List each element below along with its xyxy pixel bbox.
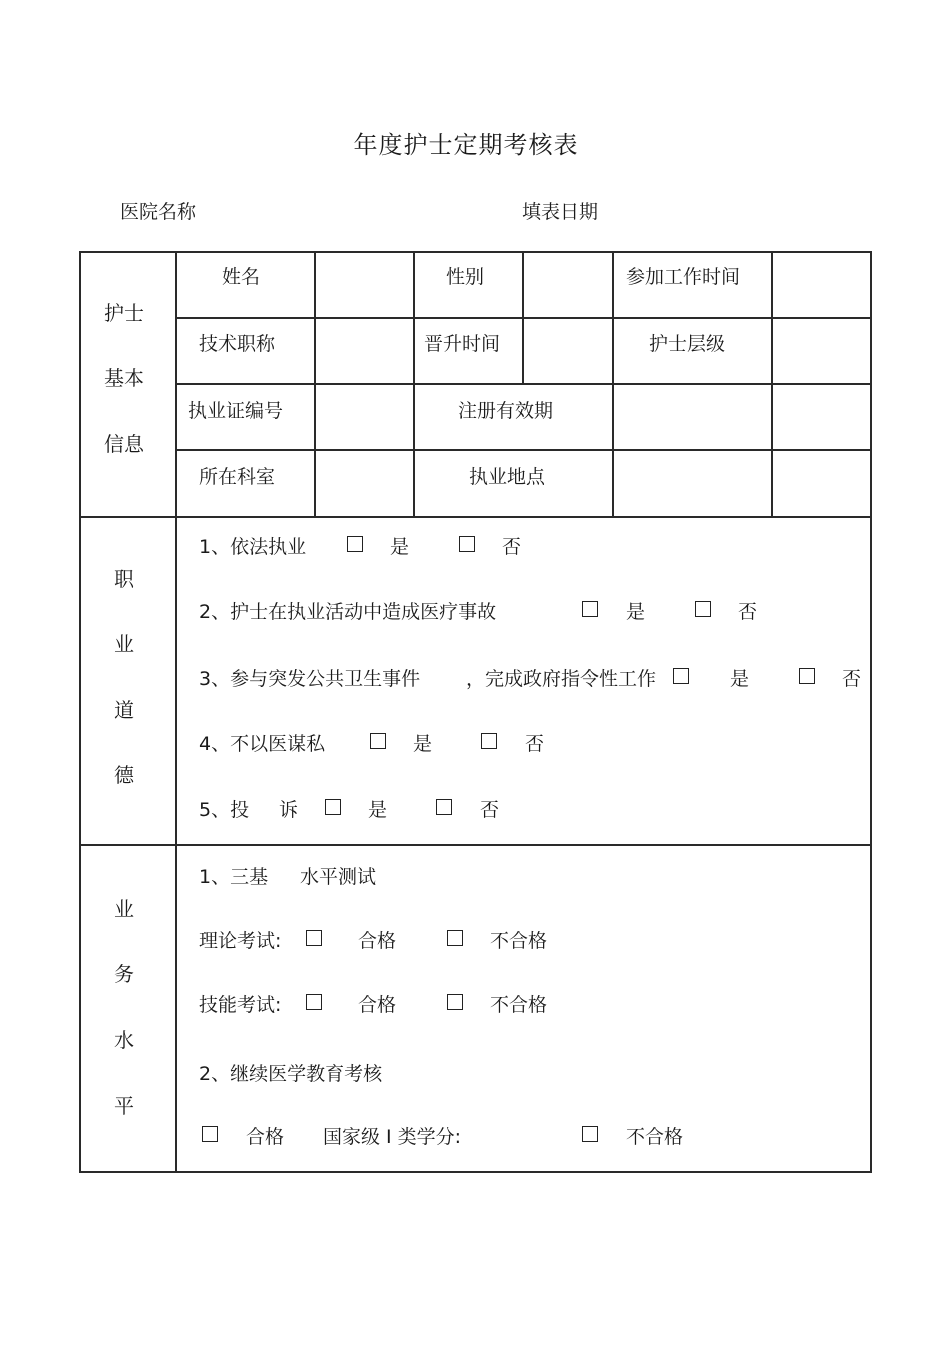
ethics-item-3-cont: ，完成政府指令性工作 — [466, 668, 657, 690]
nurse-level-label: 护士层级 — [649, 333, 726, 355]
checkbox-yes[interactable] — [325, 799, 341, 815]
section-divider-2 — [79, 844, 872, 846]
section-divider-1 — [79, 516, 872, 518]
yes-label: 是 — [390, 536, 410, 558]
table-border-right — [870, 251, 872, 1172]
practical-exam-label: 技能考试: — [199, 994, 282, 1016]
fill-date-label: 填表日期 — [522, 201, 599, 223]
department-label: 所在科室 — [199, 466, 276, 488]
no-label: 否 — [480, 799, 500, 821]
fail-label: 不合格 — [490, 930, 548, 952]
table-border-bottom — [79, 1171, 872, 1173]
checkbox-fail[interactable] — [447, 930, 463, 946]
credits-label: 国家级 I 类学分: — [323, 1126, 462, 1148]
col-divider — [314, 251, 316, 516]
section-label-ethics-3: 道 — [114, 698, 134, 722]
section-label-basic-1: 护士 — [104, 301, 144, 325]
checkbox-yes[interactable] — [673, 668, 689, 684]
pass-label: 合格 — [358, 930, 397, 952]
checkbox-no[interactable] — [436, 799, 452, 815]
row-divider — [175, 317, 872, 319]
table-border-top — [79, 251, 872, 253]
theory-exam-label: 理论考试: — [199, 930, 282, 952]
checkbox-no[interactable] — [799, 668, 815, 684]
row-divider — [175, 449, 872, 451]
section-label-skills-4: 平 — [114, 1094, 134, 1118]
yes-label: 是 — [730, 668, 750, 690]
hospital-name-label: 医院名称 — [120, 201, 197, 223]
checkbox-no[interactable] — [459, 536, 475, 552]
name-label: 姓名 — [222, 266, 261, 288]
page-title: 年度护士定期考核表 — [353, 131, 579, 159]
yes-label: 是 — [368, 799, 388, 821]
registration-valid-label: 注册有效期 — [458, 400, 554, 422]
checkbox-fail[interactable] — [447, 994, 463, 1010]
no-label: 否 — [842, 668, 862, 690]
gender-label: 性别 — [446, 266, 485, 288]
ethics-item-5-cont: 诉 — [279, 799, 299, 821]
checkbox-yes[interactable] — [370, 733, 386, 749]
skills-item-1: 1、三基 — [199, 866, 269, 888]
ethics-item-3: 3、参与突发公共卫生事件 — [199, 668, 421, 690]
no-label: 否 — [738, 601, 758, 623]
checkbox-fail[interactable] — [582, 1126, 598, 1142]
skills-item-1-b: 水平测试 — [300, 866, 377, 888]
section-label-basic-2: 基本 — [104, 366, 144, 390]
section-label-ethics-1: 职 — [114, 567, 134, 591]
pass-label: 合格 — [358, 994, 397, 1016]
row-divider — [175, 383, 872, 385]
no-label: 否 — [502, 536, 522, 558]
table-border-left — [79, 251, 81, 1172]
ethics-item-4: 4、不以医谋私 — [199, 733, 326, 755]
section-label-ethics-2: 业 — [114, 632, 134, 656]
practice-location-label: 执业地点 — [469, 466, 546, 488]
section-label-ethics-4: 德 — [114, 763, 134, 787]
promotion-time-label: 晋升时间 — [424, 333, 501, 355]
license-no-label: 执业证编号 — [188, 400, 284, 422]
section-label-skills-1: 业 — [114, 897, 134, 921]
no-label: 否 — [525, 733, 545, 755]
checkbox-pass[interactable] — [202, 1126, 218, 1142]
fail-label: 不合格 — [490, 994, 548, 1016]
checkbox-yes[interactable] — [582, 601, 598, 617]
ethics-item-5: 5、投 — [199, 799, 250, 821]
checkbox-pass[interactable] — [306, 994, 322, 1010]
pass-label: 合格 — [246, 1126, 285, 1148]
work-start-label: 参加工作时间 — [626, 266, 741, 288]
ethics-item-2: 2、护士在执业活动中造成医疗事故 — [199, 601, 497, 623]
section-label-divider — [175, 251, 177, 1172]
section-label-skills-3: 水 — [114, 1028, 134, 1052]
section-label-basic-3: 信息 — [104, 432, 144, 456]
col-divider — [413, 251, 415, 516]
checkbox-pass[interactable] — [306, 930, 322, 946]
checkbox-no[interactable] — [695, 601, 711, 617]
yes-label: 是 — [413, 733, 433, 755]
col-divider — [612, 251, 614, 516]
ethics-item-1: 1、依法执业 — [199, 536, 307, 558]
checkbox-yes[interactable] — [347, 536, 363, 552]
checkbox-no[interactable] — [481, 733, 497, 749]
skills-item-2: 2、继续医学教育考核 — [199, 1063, 383, 1085]
title-rank-label: 技术职称 — [199, 333, 276, 355]
col-divider — [771, 251, 773, 516]
col-divider — [522, 251, 524, 383]
yes-label: 是 — [626, 601, 646, 623]
fail-label: 不合格 — [626, 1126, 684, 1148]
section-label-skills-2: 务 — [114, 962, 134, 986]
